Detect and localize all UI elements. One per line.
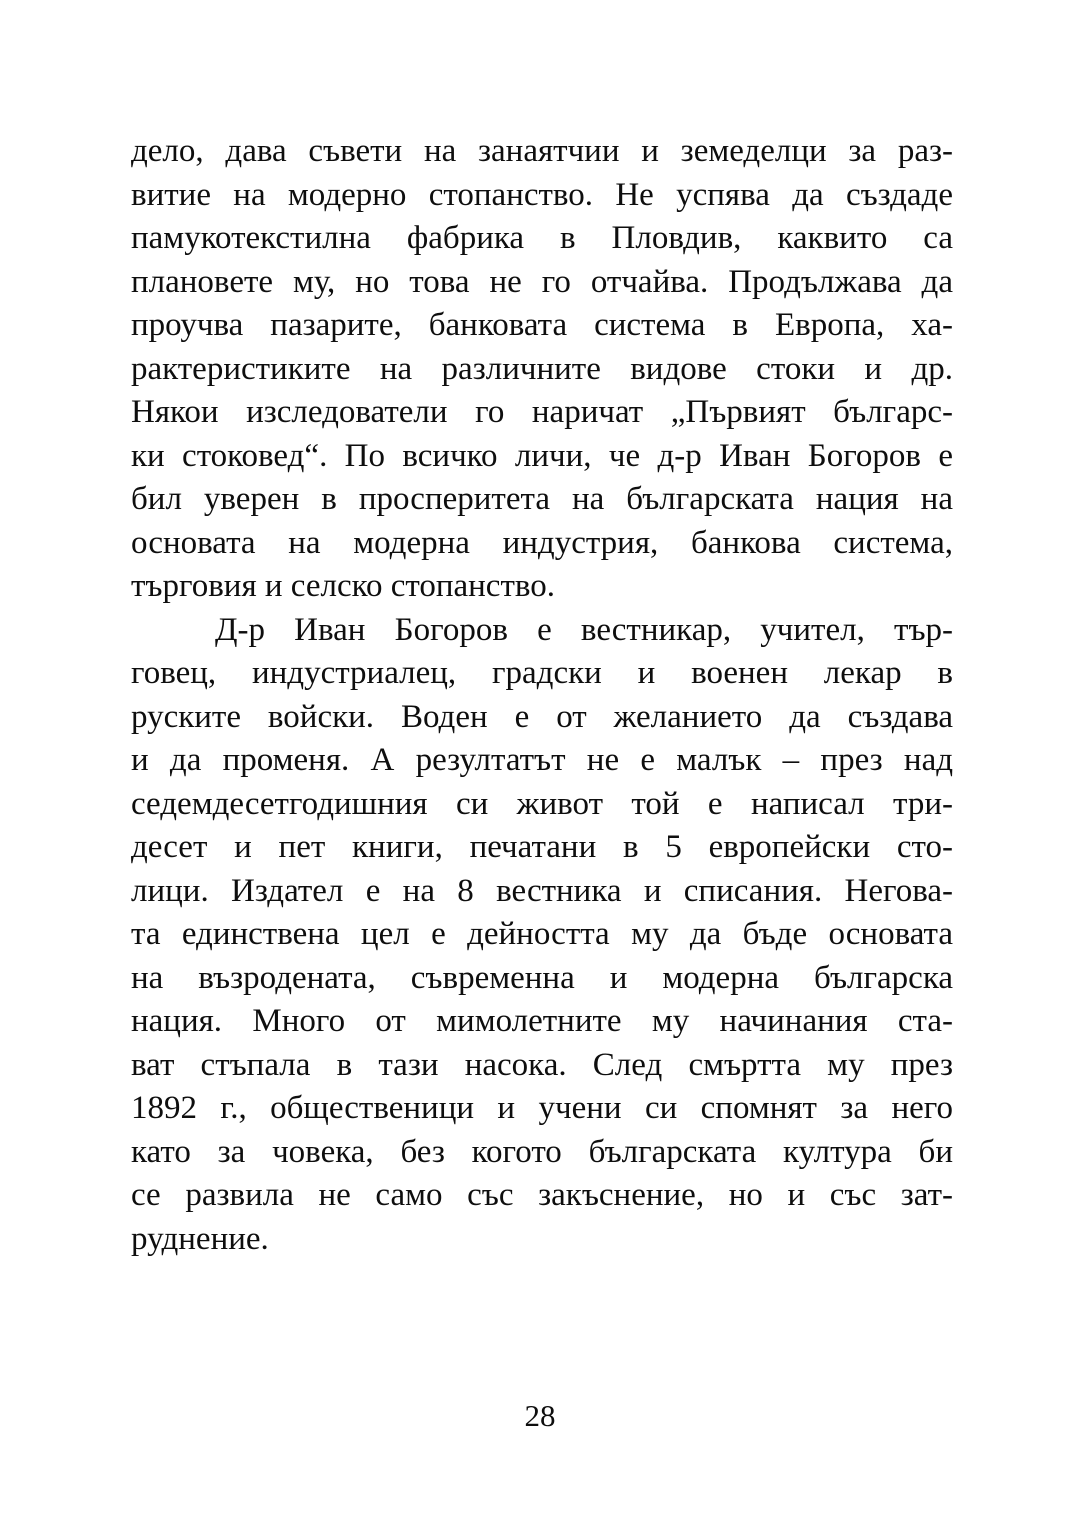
- text-line: говец, индустриалец, градски и военен лекар в: [131, 655, 953, 691]
- text-line: Д-р Иван Богоров е вестникар, учител, тър-: [215, 611, 953, 648]
- text-line: та единствена цел е дейността му да бъде основата: [131, 916, 953, 952]
- paragraph: [131, 130, 953, 609]
- text-line: лици. Издател е на 8 вестника и списания. Негова-: [131, 872, 953, 909]
- text-line: десет и пет книги, печатани в 5 европейски сто-: [131, 829, 953, 865]
- page-number: 28: [524, 1398, 556, 1433]
- text-line: Някои изследователи го наричат „Първият българс-: [131, 394, 953, 430]
- text-line: ки стоковед“. По всичко личи, че д-р Иван Богоров е: [131, 437, 953, 474]
- text-line: седемдесетгодишния си живот той е написал три-: [131, 785, 953, 822]
- text-line: на възродената, съвременна и модерна българска: [131, 959, 953, 996]
- text-line: рактеристиките на различните видове стоки и др.: [131, 350, 953, 387]
- text-line: плановете му, но това не го отчайва. Продължава да: [131, 263, 953, 300]
- text-line: се развила не само със закъснение, но и със зат-: [131, 1177, 953, 1213]
- text-line: 1892 г., общественици и учени си спомнят за него: [131, 1090, 953, 1126]
- text-line: търговия и селско стопанство.: [131, 568, 555, 604]
- text-line: руските войски. Воден е от желанието да създава: [131, 698, 953, 735]
- text-line: проучва пазарите, банковата система в Европа, ха-: [131, 307, 953, 343]
- text-line: нация. Много от мимолетните му начинания ста-: [131, 1003, 953, 1039]
- text-line: бил уверен в просперитета на българската нация на: [131, 481, 953, 517]
- text-line: витие на модерно стопанство. Не успява да създаде: [131, 176, 953, 213]
- page-text-block: [131, 130, 953, 1261]
- text-line: като за човека, без когото българската култура би: [131, 1133, 953, 1170]
- text-line: дело, дава съвети на занаятчии и земеделци за раз-: [131, 133, 953, 169]
- text-line: ват стъпала в тази насока. След смъртта му през: [131, 1046, 953, 1083]
- text-line: руднение.: [131, 1220, 269, 1257]
- text-line: основата на модерна индустрия, банкова система,: [131, 524, 953, 561]
- text-line: памукотекстилна фабрика в Пловдив, каквито са: [131, 220, 953, 256]
- paragraph: [131, 609, 953, 1262]
- text-line: и да променя. А резултатът не е малък – през над: [131, 742, 953, 778]
